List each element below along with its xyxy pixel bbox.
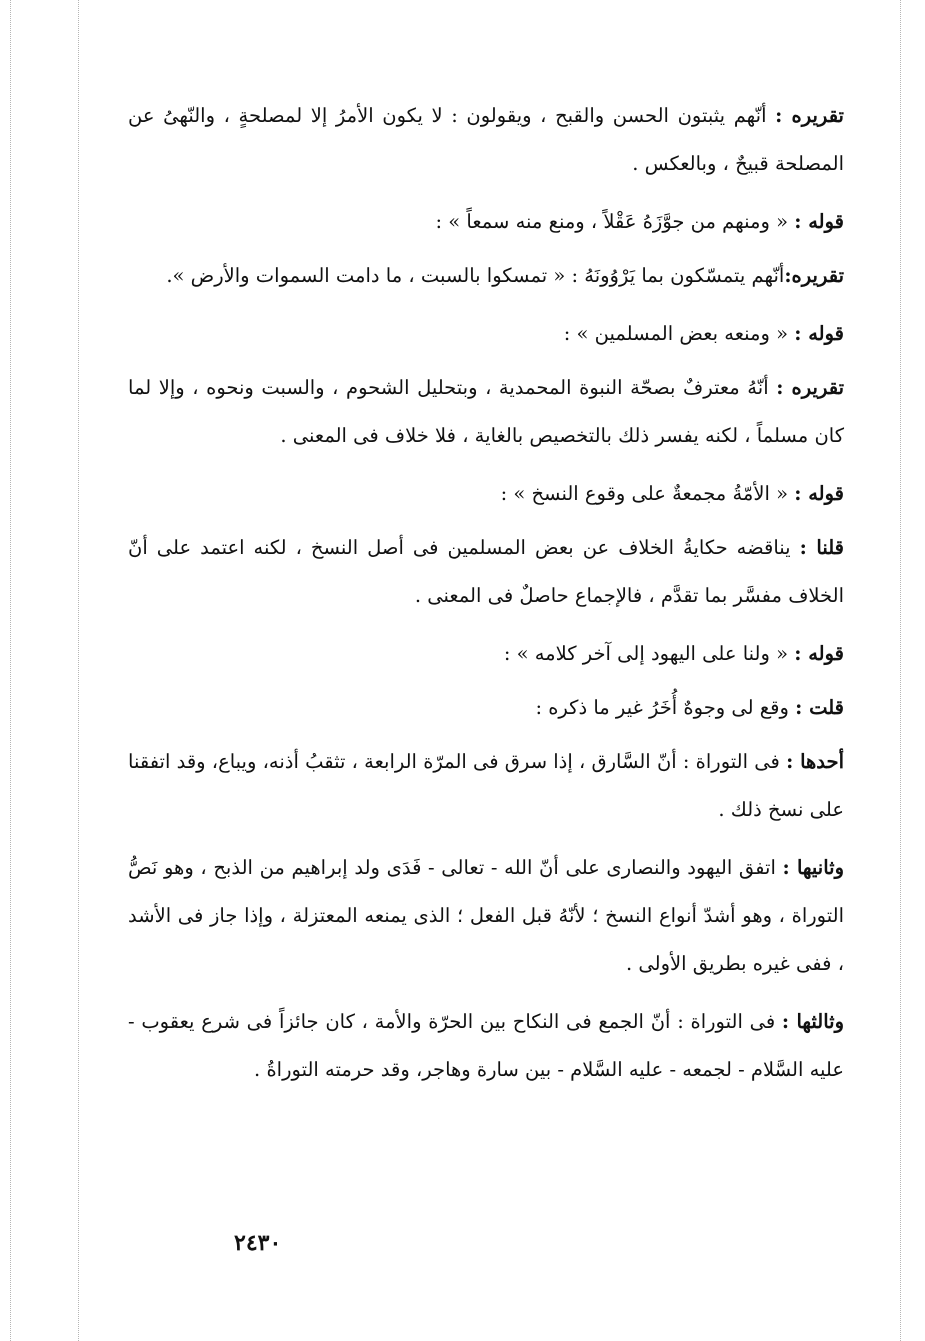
- paragraph-label: وثانيها :: [782, 856, 845, 879]
- paragraph-text: « ومنعه بعض المسلمين » :: [563, 322, 795, 345]
- paragraph-label: أحدها :: [786, 750, 844, 773]
- paragraph-label: قوله :: [794, 210, 844, 233]
- paragraph-qultu: [128, 684, 844, 732]
- paragraph-label: قوله :: [794, 482, 844, 505]
- paragraph-text: « ومنهم من جوَّزَهُ عَقْلاً ، ومنع منه سمعاً » :: [435, 210, 795, 233]
- paragraph-qulna: [128, 524, 844, 620]
- paragraph-text: اتفق اليهود والنصارى على أنّ الله - تعالى - فَدَى ولد إبراهيم من الذبح ، وهو نَصُّ التوراة ، وهو أشدّ أنواع النسخ ؛ لأنّهُ قبل الفعل ؛ الذى يمنعه المعتزلة ، وإذا جاز فى الأشد ، ففى غيره بطريق الأولى .: [128, 856, 844, 975]
- paragraph-label: وثالثها :: [781, 1010, 844, 1033]
- paragraph-label: قلت :: [795, 696, 844, 719]
- paragraph-qawluh-1: [128, 198, 844, 246]
- paragraph-taqrir-2: [128, 252, 844, 300]
- margin-guide-left-outer: [10, 0, 11, 1341]
- paragraph-text: فى التوراة : أنّ السَّارق ، إذا سرق فى المرّة الرابعة ، تثقبُ أذنه، ويباع، وقد اتفقنا على نسخ ذلك .: [128, 750, 844, 821]
- paragraph-qawluh-4: [128, 630, 844, 678]
- paragraph-label: تقريره:: [784, 264, 844, 287]
- paragraph-text: « ولنا على اليهود إلى آخر كلامه » :: [503, 642, 795, 665]
- paragraph-label: قلنا :: [799, 536, 845, 559]
- paragraph-text: يناقضه حكايةُ الخلاف عن بعض المسلمين فى أصل النسخ ، لكنه اعتمد على أنّ الخلاف مفسَّر بما تقدَّم ، فالإجماع حاصلٌ فى المعنى .: [128, 536, 844, 607]
- paragraph-label: تقريره :: [776, 376, 844, 399]
- paragraph-first-point: [128, 738, 844, 834]
- paragraph-taqrir-1: [128, 92, 844, 188]
- paragraph-text: أنّهم يتمسّكون بما يَرْوُونَهُ : « تمسكوا بالسبت ، ما دامت السموات والأرض ».: [166, 264, 785, 287]
- paragraph-qawluh-3: [128, 470, 844, 518]
- paragraph-label: تقريره :: [775, 104, 844, 127]
- paragraph-text: « الأمّةُ مجمعةٌ على وقوع النسخ » :: [500, 482, 795, 505]
- paragraph-second-point: [128, 844, 844, 988]
- paragraph-text: فى التوراة : أنّ الجمع فى النكاح بين الحرّة والأمة ، كان جائزاً فى شرع يعقوب - عليه السَّلام - لجمعه - عليه السَّلام - بين سارة وهاجر، وقد حرمته التوراةُ .: [128, 1010, 844, 1081]
- margin-guide-left-inner: [78, 0, 79, 1341]
- paragraph-label: قوله :: [794, 642, 844, 665]
- paragraph-third-point: [128, 998, 844, 1094]
- page-number: ٢٤٣٠: [234, 1230, 282, 1256]
- paragraph-label: قوله :: [794, 322, 844, 345]
- document-body: [128, 92, 844, 1104]
- paragraph-taqrir-3: [128, 364, 844, 460]
- paragraph-text: أنّهم يثبتون الحسن والقبح ، ويقولون : لا يكون الأمرُ إلا لمصلحةٍ ، والنّهىُ عن المصلحة قبيحٌ ، وبالعكس .: [128, 104, 844, 175]
- margin-guide-right: [900, 0, 901, 1341]
- paragraph-text: أنّهُ معترفٌ بصحّة النبوة المحمدية ، وبتحليل الشحوم ، والسبت ونحوه ، وإلا لما كان مسلماً ، لكنه يفسر ذلك بالتخصيص بالغاية ، فلا خلاف فى المعنى .: [128, 376, 844, 447]
- paragraph-qawluh-2: [128, 310, 844, 358]
- paragraph-text: وقع لى وجوهٌ أُخَرُ غير ما ذكره :: [535, 696, 796, 719]
